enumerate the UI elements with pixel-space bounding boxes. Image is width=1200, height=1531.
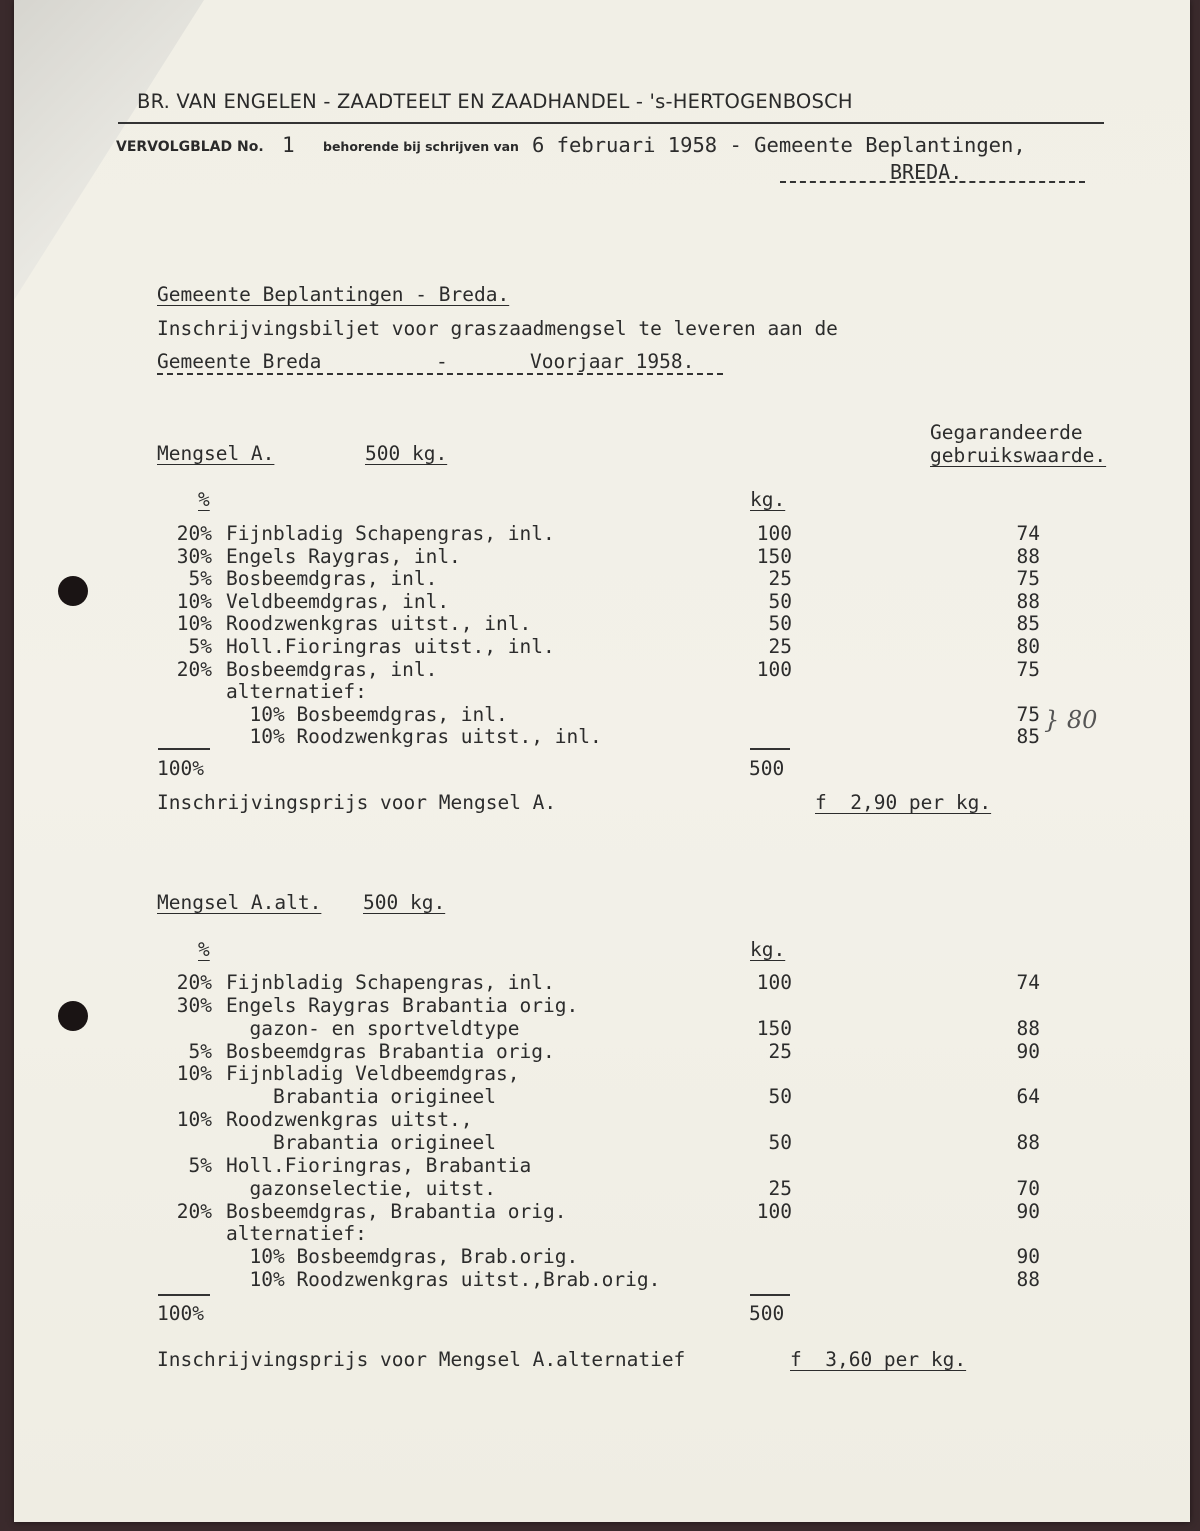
table-cell-desc: Brabantia origineel: [226, 1130, 497, 1154]
table-cell-desc: Bosbeemdgras Brabantia orig.: [226, 1039, 555, 1063]
heading-line-3-mid: -: [436, 350, 448, 373]
heading-line-3-left: Gemeente Breda: [157, 350, 322, 373]
mengsel-a-weight: 500 kg.: [365, 442, 448, 465]
company-letterhead: BR. VAN ENGELEN - ZAADTEELT EN ZAADHANDEL - 's-HERTOGENBOSCH: [137, 90, 853, 113]
table-cell-val: 75: [1016, 657, 1040, 681]
table-cell-pct: 10%: [176, 612, 212, 636]
mengsel-a-alt-pct-header: %: [198, 938, 210, 961]
table-cell-val: 75: [1016, 567, 1040, 591]
mengsel-a-alt-kg-rule: [750, 1294, 790, 1296]
table-cell-desc: Fijnbladig Veldbeemdgras,: [226, 1062, 520, 1086]
table-cell-kg: 50: [768, 612, 792, 636]
table-cell-desc: gazon- en sportveldtype: [226, 1016, 520, 1040]
table-cell-pct: 10%: [176, 589, 212, 613]
punch-hole: [58, 576, 88, 606]
table-cell-kg: 150: [756, 1016, 792, 1040]
table-cell-kg: 100: [756, 971, 792, 994]
table-cell-pct: 10%: [176, 1062, 212, 1086]
table-cell-val: 70: [1016, 1176, 1040, 1200]
mengsel-a-title: Mengsel A.: [157, 442, 275, 465]
mengsel-a-kg-rule: [750, 748, 790, 750]
mengsel-a-alt-weight: 500 kg.: [363, 891, 446, 914]
table-cell-val: 88: [1016, 1268, 1040, 1292]
mengsel-a-price-label: Inschrijvingsprijs voor Mengsel A.: [157, 791, 557, 814]
table-cell-val: 88: [1016, 589, 1040, 613]
mengsel-a-alt-total-kg: 500: [749, 1302, 785, 1325]
table-cell-desc: 10% Bosbeemdgras, Brab.orig.: [226, 1245, 579, 1269]
table-cell-val: 64: [1016, 1085, 1040, 1109]
mengsel-a-alt-total-pct: 100%: [157, 1302, 204, 1325]
table-cell-pct: 5%: [188, 1153, 212, 1177]
vervolgblad-label: VERVOLGBLAD No.: [116, 139, 264, 155]
table-cell-desc: gazonselectie, uitst.: [226, 1176, 497, 1200]
table-cell-val: 85: [1016, 612, 1040, 636]
table-cell-desc: Holl.Fioringras uitst., inl.: [226, 635, 555, 658]
table-cell-desc: Bosbeemdgras, inl.: [226, 657, 438, 681]
table-cell-pct: 10%: [176, 1108, 212, 1132]
table-cell-pct: 20%: [176, 971, 212, 994]
table-cell-desc: Bosbeemdgras, Brabantia orig.: [226, 1199, 567, 1223]
table-cell-val: 85: [1016, 725, 1040, 749]
table-cell-kg: 25: [768, 1176, 792, 1200]
mengsel-a-alt-kg-header: kg.: [750, 938, 786, 961]
letterhead-rule: [118, 122, 1104, 124]
table-cell-kg: 100: [756, 657, 792, 681]
table-cell-desc: Roodzwenkgras uitst.,: [226, 1108, 473, 1132]
table-cell-pct: 30%: [176, 993, 212, 1017]
table-cell-kg: 50: [768, 589, 792, 613]
table-cell-desc: Brabantia origineel: [226, 1085, 497, 1109]
mengsel-a-alt-title: Mengsel A.alt.: [157, 891, 322, 914]
table-cell-desc: Bosbeemdgras, inl.: [226, 567, 438, 591]
table-cell-val: 90: [1016, 1245, 1040, 1269]
table-cell-kg: 25: [768, 635, 792, 658]
table-cell-kg: 100: [756, 1199, 792, 1223]
mengsel-a-alt-pct-rule: [158, 1294, 210, 1296]
table-cell-val: 88: [1016, 544, 1040, 568]
table-cell-val: 74: [1016, 522, 1040, 545]
table-cell-kg: 50: [768, 1130, 792, 1154]
table-cell-desc: alternatief:: [226, 1222, 367, 1246]
vervolgblad-number: 1: [282, 133, 295, 157]
punch-hole: [58, 1001, 88, 1031]
table-cell-val: 90: [1016, 1039, 1040, 1063]
letter-date-recipient: 6 februari 1958 - Gemeente Beplantingen,: [532, 133, 1026, 157]
table-cell-desc: Engels Raygras, inl.: [226, 544, 461, 568]
table-cell-pct: 20%: [176, 1199, 212, 1223]
heading-underline: [157, 373, 723, 375]
table-cell-pct: 30%: [176, 544, 212, 568]
table-cell-kg: 50: [768, 1085, 792, 1109]
mengsel-a-total-pct: 100%: [157, 757, 204, 780]
table-cell-pct: 20%: [176, 522, 212, 545]
mengsel-a-price-value: f 2,90 per kg.: [815, 791, 992, 814]
table-cell-desc: Engels Raygras Brabantia orig.: [226, 993, 579, 1017]
table-cell-desc: 10% Roodzwenkgras uitst.,Brab.orig.: [226, 1268, 661, 1292]
table-cell-kg: 100: [756, 522, 792, 545]
heading-line-1: Gemeente Beplantingen - Breda.: [157, 283, 510, 306]
table-cell-desc: Holl.Fioringras, Brabantia: [226, 1153, 532, 1177]
table-cell-val: 80: [1016, 635, 1040, 658]
table-cell-desc: alternatief:: [226, 680, 367, 704]
column-header-line-1: Gegarandeerde: [930, 421, 1083, 444]
heading-line-2: Inschrijvingsbiljet voor graszaadmengsel te leveren aan de: [157, 317, 838, 340]
column-header-line-2: gebruikswaarde.: [930, 444, 1107, 467]
mengsel-a-pct-rule: [158, 748, 210, 750]
mengsel-a-kg-header: kg.: [750, 488, 786, 511]
city-underline: [780, 181, 1085, 183]
table-cell-val: 88: [1016, 1016, 1040, 1040]
table-cell-val: 88: [1016, 1130, 1040, 1154]
table-cell-pct: 20%: [176, 657, 212, 681]
table-cell-kg: 25: [768, 1039, 792, 1063]
table-cell-desc: 10% Roodzwenkgras uitst., inl.: [226, 725, 602, 749]
mengsel-a-pct-header: %: [198, 488, 210, 511]
behorende-label: behorende bij schrijven van: [323, 139, 519, 154]
table-cell-val: 75: [1016, 702, 1040, 726]
table-cell-pct: 5%: [188, 1039, 212, 1063]
table-cell-pct: 5%: [188, 567, 212, 591]
table-cell-kg: 25: [768, 567, 792, 591]
table-cell-desc: Veldbeemdgras, inl.: [226, 589, 450, 613]
table-cell-val: 74: [1016, 971, 1040, 994]
heading-line-3-right: Voorjaar 1958.: [530, 350, 695, 373]
table-cell-desc: Fijnbladig Schapengras, inl.: [226, 971, 555, 994]
mengsel-a-alt-price-value: f 3,60 per kg.: [790, 1348, 967, 1371]
mengsel-a-alt-price-label: Inschrijvingsprijs voor Mengsel A.alternatief: [157, 1348, 686, 1371]
handwritten-annotation: } 80: [1044, 706, 1098, 734]
mengsel-a-total-kg: 500: [749, 757, 785, 780]
recipient-city: BREDA.: [890, 160, 963, 184]
table-cell-desc: 10% Bosbeemdgras, inl.: [226, 702, 508, 726]
table-cell-kg: 150: [756, 544, 792, 568]
table-cell-val: 90: [1016, 1199, 1040, 1223]
table-cell-desc: Roodzwenkgras uitst., inl.: [226, 612, 532, 636]
table-cell-pct: 5%: [188, 635, 212, 658]
table-cell-desc: Fijnbladig Schapengras, inl.: [226, 522, 555, 545]
